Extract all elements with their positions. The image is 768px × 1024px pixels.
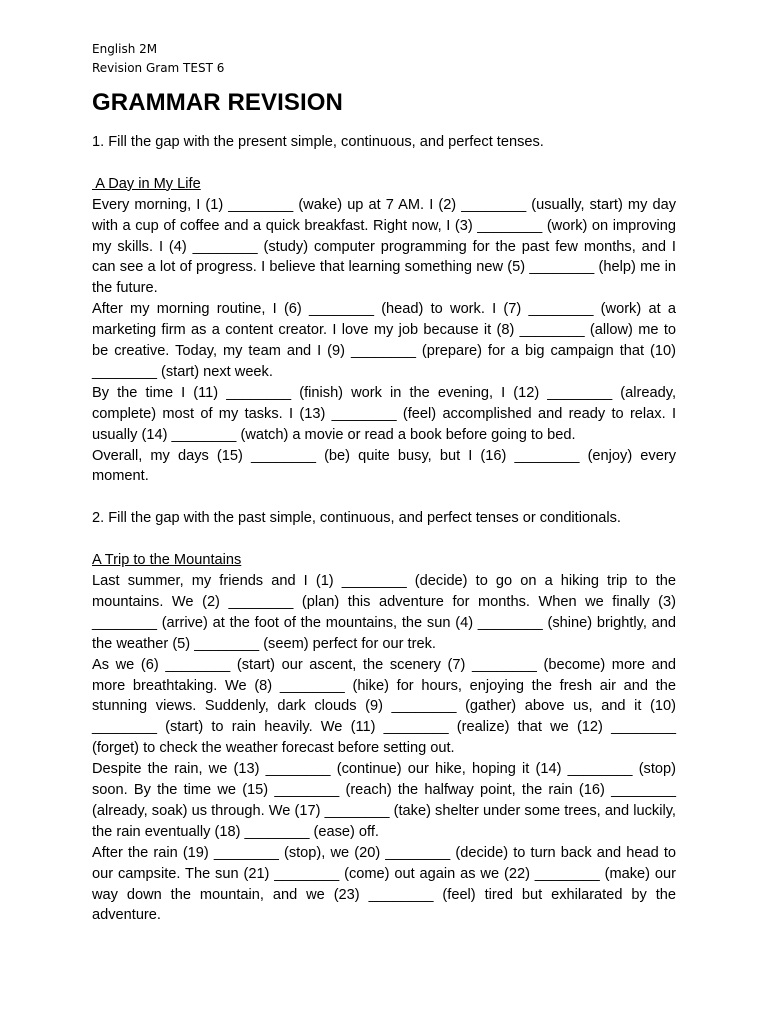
document-page [92,40,676,926]
exercise-2-paragraph: After the rain (19) ________ (stop), we (20) ________ (decide) to turn back and head to our campsite. The sun (21) ________ (come) out again as we (22) ________ (make) our way down the mountain, and we (23) ________ (feel) tired but exhilarated by the adventure. [92,844,676,924]
page-title: GRAMMAR REVISION [92,89,343,116]
exercise-2-paragraph: Last summer, my friends and I (1) ________ (decide) to go on a hiking trip to the mountains. We (2) ________ (plan) this adventure for months. When we finally (3) ________ (arrive) at the foot of the mountains, the sun (4) ________ (shine) brightly, and the weather (5) ________ (seem) perfect for our trek. [92,572,676,652]
exercise-1-paragraph: Every morning, I (1) ________ (wake) up at 7 AM. I (2) ________ (usually, start) my day with a cup of coffee and a quick breakfast. Right now, I (3) ________ (work) on improving my skills. I (4) ________ (study) computer programming for the past few months, and I can see a lot of progress. I believe that learning something new (5) ________ (help) me in the future. [92,196,676,297]
exercise-1-paragraph: By the time I (11) ________ (finish) work in the evening, I (12) ________ (already, complete) most of my tasks. I (13) ________ (feel) accomplished and ready to relax. I usually (14) ________ (watch) a movie or read a book before going to bed. [92,384,676,443]
exercise-2-story-title: A Trip to the Mountains [92,552,242,569]
exercise-2-paragraph: As we (6) ________ (start) our ascent, the scenery (7) ________ (become) more and more breathtaking. We (8) ________ (hike) for hours, enjoying the fresh air and the stunning views. Suddenly, dark clouds (9) ________ (gather) above us, and it (10) ________ (start) to rain heavily. We (11) ________ (realize) that we (12) ________ (forget) to check the weather forecast before setting out. [92,656,676,757]
test-name: Revision Gram TEST 6 [92,61,225,75]
exercise-1-instruction: 1. Fill the gap with the present simple, continuous, and perfect tenses. [92,134,544,150]
exercise-1-paragraph: After my morning routine, I (6) ________ (head) to work. I (7) ________ (work) at a marketing firm as a content creator. I love my job because it (8) ________ (allow) me to be creative. Today, my team and I (9) ________ (prepare) for a big campaign that (10) ________ (start) next week. [92,301,676,380]
course-name: English 2M [92,42,158,56]
exercise-2-paragraph: Despite the rain, we (13) ________ (continue) our hike, hoping it (14) ________ (stop) soon. By the time we (15) ________ (reach) the halfway point, the rain (16) ________ (already, soak) us through. We (17) ________ (take) shelter under some trees, and luckily, the rain eventually (18) ________ (ease) off. [92,761,676,840]
exercise-1-paragraph: Overall, my days (15) ________ (be) quite busy, but I (16) ________ (enjoy) every moment. [92,447,676,485]
exercise-2-instruction: 2. Fill the gap with the past simple, continuous, and perfect tenses or conditionals. [92,510,621,527]
exercise-1-story-title: A Day in My Life [92,175,201,192]
